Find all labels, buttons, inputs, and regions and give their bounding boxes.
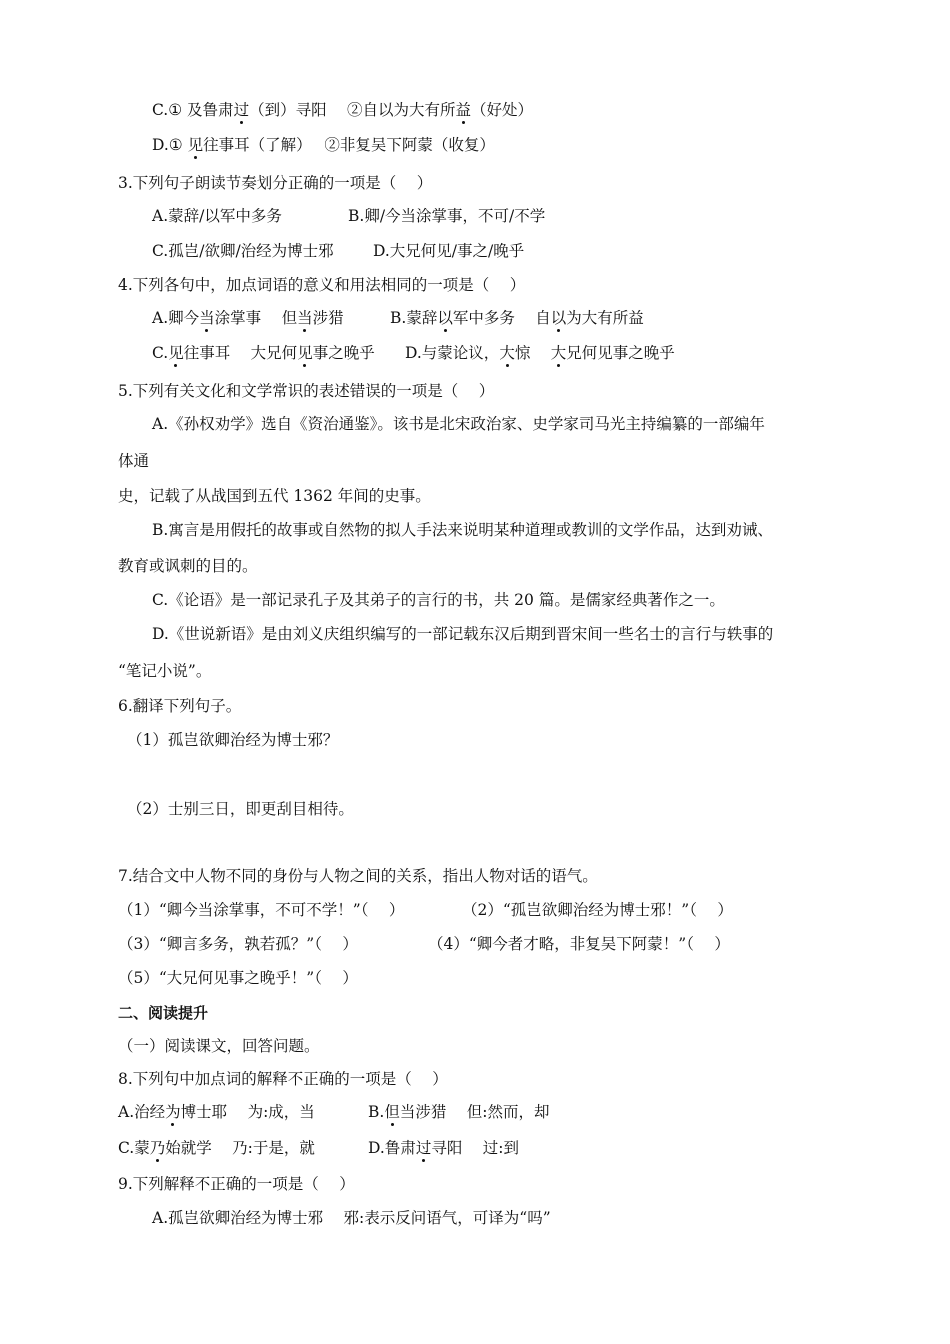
emphasis-dot-char: 但 <box>384 1103 400 1121</box>
emphasis-dot-char: 见 <box>168 344 184 362</box>
q7-item-5: （5）“大兄何见事之晚乎！”（ ） <box>118 969 358 987</box>
q5-option-d-line1: D.《世说新语》是由刘义庆组织编写的一部记载东汉后期到晋宋间一些名士的言行与轶事的 <box>152 625 774 643</box>
q7-stem: 7.结合文中人物不同的身份与人物之间的关系，指出人物对话的语气。 <box>118 867 598 885</box>
emphasis-dot-char: 过 <box>233 101 250 119</box>
emphasis-dot-char: 益 <box>455 101 472 119</box>
emphasis-dot-char: 当 <box>297 309 313 327</box>
emphasis-dot-char: 大 <box>499 344 515 362</box>
q5-option-a-line2: 体通 <box>118 452 150 470</box>
q8-option-c: C.蒙乃始就学 乃:于是，就 <box>118 1139 315 1157</box>
q5-stem: 5.下列有关文化和文学常识的表述错误的一项是（ ） <box>118 382 495 400</box>
emphasis-dot-char: 见 <box>297 344 313 362</box>
q6-sentence-1: （1）孤岂欲卿治经为博士邪？ <box>127 731 339 749</box>
q7-item-2: （2）“孤岂欲卿治经为博士邪！”（ ） <box>462 901 733 919</box>
q5-option-c: C.《论语》是一部记录孔子及其弟子的言行的书，共 20 篇。是儒家经典著作之一。 <box>152 591 725 609</box>
q5-option-b-line2: 教育或讽刺的目的。 <box>118 557 258 575</box>
q5-option-a-line3: 史，记载了从战国到五代 1362 年间的史事。 <box>118 487 431 505</box>
q7-item-1: （1）“卿今当涂掌事，不可不学！”（ ） <box>118 901 405 919</box>
emphasis-dot-char: 以 <box>550 309 567 327</box>
q3-option-b: B.卿/今当涂掌事，不可/不学 <box>348 207 546 225</box>
emphasis-dot-char: 当 <box>199 309 215 327</box>
q3-option-a: A.蒙辞/以军中多务 <box>152 207 282 225</box>
q3-option-d: D.大兄何见/事之/晚乎 <box>373 242 525 260</box>
emphasis-dot-char: 为 <box>165 1103 181 1121</box>
q3-stem: 3.下列句子朗读节奏划分正确的一项是（ ） <box>118 174 433 192</box>
emphasis-dot-char: 以 <box>437 309 453 327</box>
q9-stem: 9.下列解释不正确的一项是（ ） <box>118 1175 355 1193</box>
q7-item-4: （4）“卿今者才略，非复吴下阿蒙！”（ ） <box>428 935 730 953</box>
section-subtitle: （一）阅读课文，回答问题。 <box>118 1037 320 1055</box>
q5-option-b-line1: B.寓言是用假托的故事或自然物的拟人手法来说明某种道理或教训的文学作品，达到劝诫、 <box>152 521 773 539</box>
section-title: 二、阅读提升 <box>118 1004 209 1022</box>
q6-sentence-2: （2）士别三日，即更刮目相待。 <box>127 800 354 818</box>
q3-option-c: C.孤岂/欲卿/治经为博士邪 <box>152 242 334 260</box>
q7-item-3: （3）“卿言多务，孰若孤？”（ ） <box>118 935 358 953</box>
q8-option-d: D.鲁肃过寻阳 过:到 <box>368 1139 519 1157</box>
q4-option-a: A.卿今当涂掌事 但当涉猎 <box>152 309 344 327</box>
q4-option-c: C.见往事耳 大兄何见事之晚乎 <box>152 344 375 362</box>
q9-option-a: A.孤岂欲卿治经为博士邪 邪:表示反问语气，可译为“吗” <box>152 1209 551 1227</box>
q4-option-d: D.与蒙论议，大惊 大兄何见事之晚乎 <box>405 344 675 362</box>
q8-stem: 8.下列句中加点词的解释不正确的一项是（ ） <box>118 1070 448 1088</box>
q5-option-d-line2: “笔记小说”。 <box>118 662 212 680</box>
q6-stem: 6.翻译下列句子。 <box>118 697 242 715</box>
q2-option-c: C.① 及鲁肃过（到）寻阳 ②自以为大有所益（好处） <box>152 101 534 119</box>
emphasis-dot-char: 大 <box>550 344 567 362</box>
q8-option-b: B.但当涉猎 但:然而，却 <box>368 1103 550 1121</box>
emphasis-dot-char: 乃 <box>149 1139 166 1157</box>
q4-stem: 4.下列各句中，加点词语的意义和用法相同的一项是（ ） <box>118 276 526 294</box>
q2-option-d: D.① 见往事耳（了解） ②非复吴下阿蒙（收复） <box>152 136 495 154</box>
q8-option-a: A.治经为博士耶 为:成，当 <box>118 1103 315 1121</box>
emphasis-dot-char: 见 <box>187 136 204 154</box>
q5-option-a-line1: A.《孙权劝学》选自《资治通鉴》。该书是北宋政治家、史学家司马光主持编纂的一部编年 <box>152 415 765 433</box>
emphasis-dot-char: 过 <box>415 1139 432 1157</box>
q4-option-b: B.蒙辞以军中多务 自以为大有所益 <box>390 309 644 327</box>
